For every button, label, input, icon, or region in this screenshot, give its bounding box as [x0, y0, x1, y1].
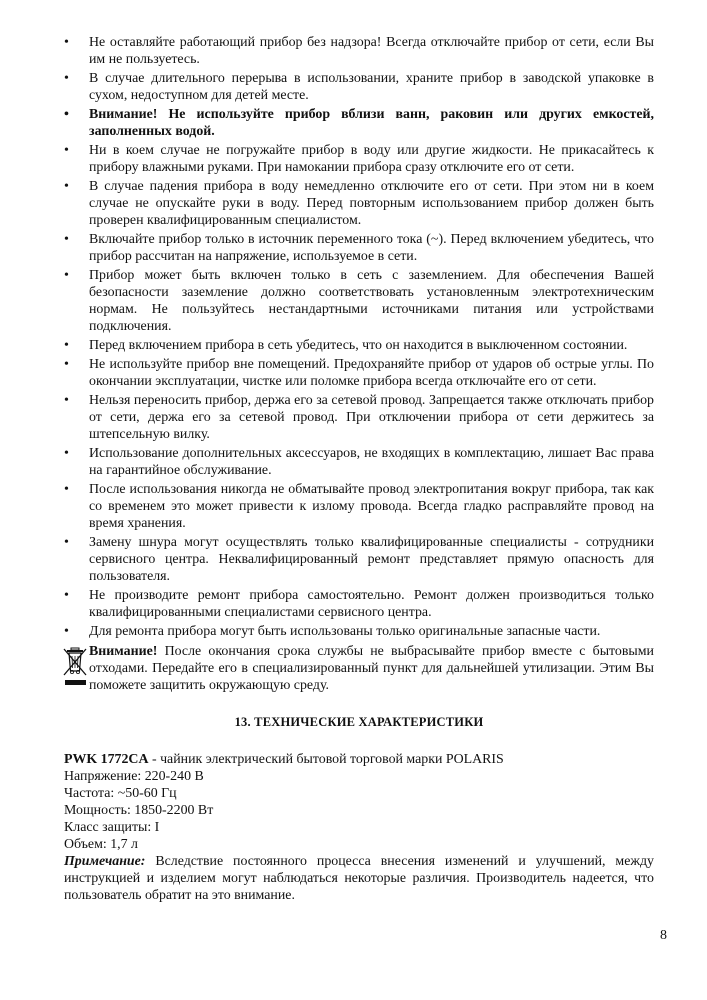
instruction-item: • Нельзя переносить прибор, держа его за сетевой провод. Запрещается также отключать прибор от сети, держа его за сетевой провод. При отключении прибора от сети держитесь за штепсельную вилку. — [64, 392, 654, 443]
instruction-item: • После использования никогда не обматывайте провод электропитания вокруг прибора, так как со временем это может привести к излому провода. Всегда гладко расправляйте провод на время хранения. — [64, 481, 654, 532]
safety-instructions-list — [64, 34, 654, 640]
spec-voltage: Напряжение: 220-240 В — [64, 769, 204, 784]
warning-label: Внимание! — [89, 644, 158, 659]
instruction-item: • В случае длительного перерыва в использовании, храните прибор в заводской упаковке в сухом, недоступном для детей месте. — [64, 70, 654, 104]
instruction-item: • Внимание! Не используйте прибор вблизи ванн, раковин или других емкостей, заполненных водой. — [64, 106, 654, 140]
spec-protection-class: Класс защиты: I — [64, 820, 160, 835]
instruction-item: • Ни в коем случае не погружайте прибор в воду или другие жидкости. Не прикасайтесь к прибору влажными руками. При намокании прибора сразу отключите его от сети. — [64, 142, 654, 176]
spec-frequency: Частота: ~50-60 Гц — [64, 786, 177, 801]
instruction-item: • В случае падения прибора в воду немедленно отключите его от сети. При этом ни в коем случае не опускайте руки в воду. Перед повторным использованием прибор должен быть проверен квалифицированным специалистом. — [64, 178, 654, 229]
model-description: - чайник электрический бытовой торговой марки POLARIS — [148, 752, 504, 767]
spec-power: Мощность: 1850-2200 Вт — [64, 803, 214, 818]
instruction-item: • Прибор может быть включен только в сеть с заземлением. Для обеспечения Вашей безопасности заземление должно соответствовать установленным электротехническим нормам. Не пользуйтесь нестандартными источниками питания или устройствами подключения. — [64, 267, 654, 335]
instruction-item: • Не оставляйте работающий прибор без надзора! Всегда отключайте прибор от сети, если Вы им не пользуетесь. — [64, 34, 654, 68]
crossed-out-bin-icon — [63, 646, 91, 686]
spec-volume: Объем: 1,7 л — [64, 837, 138, 852]
manual-page — [64, 34, 654, 904]
note — [64, 853, 654, 904]
instruction-item: • Не используйте прибор вне помещений. Предохраняйте прибор от ударов об острые углы. По окончании эксплуатации, чистке или поломке прибора всегда отключайте его от сети. — [64, 356, 654, 390]
warning-text: После окончания срока службы не выбрасывайте прибор вместе с бытовыми отходами. Передайте его в специализированный пункт для дальнейшей утилизации. Этим Вы поможете защитить окружающую среду. — [89, 644, 654, 693]
disposal-warning — [64, 643, 654, 694]
model-name: PWK 1772CA — [64, 752, 149, 767]
note-text: Вследствие постоянного процесса внесения изменений и улучшений, между инструкцией и изделием могут наблюдаться некоторые различия. Производитель надеется, что пользователь обратит на это внимание. — [64, 854, 654, 903]
note-label: Примечание: — [64, 854, 146, 869]
instruction-item: • Не производите ремонт прибора самостоятельно. Ремонт должен производиться только квалифицированными специалистами сервисного центра. — [64, 587, 654, 621]
page-number: 8 — [660, 928, 667, 943]
instruction-item: • Включайте прибор только в источник переменного тока (~). Перед включением убедитесь, что прибор рассчитан на напряжение, используемое в сети. — [64, 231, 654, 265]
instruction-item: • Перед включением прибора в сеть убедитесь, что он находится в выключенном состоянии. — [64, 337, 654, 354]
section-title: 13. ТЕХНИЧЕСКИЕ ХАРАКТЕРИСТИКИ — [234, 715, 484, 729]
instruction-item: • Замену шнура могут осуществлять только квалифицированные специалисты - сотрудники сервисного центра. Неквалифицированный ремонт представляет прямую опасность для пользователя. — [64, 534, 654, 585]
instruction-item: • Для ремонта прибора могут быть использованы только оригинальные запасные части. — [64, 623, 654, 640]
instruction-item: • Использование дополнительных аксессуаров, не входящих в комплектацию, лишает Вас права на гарантийное обслуживание. — [64, 445, 654, 479]
technical-specs — [64, 751, 654, 904]
